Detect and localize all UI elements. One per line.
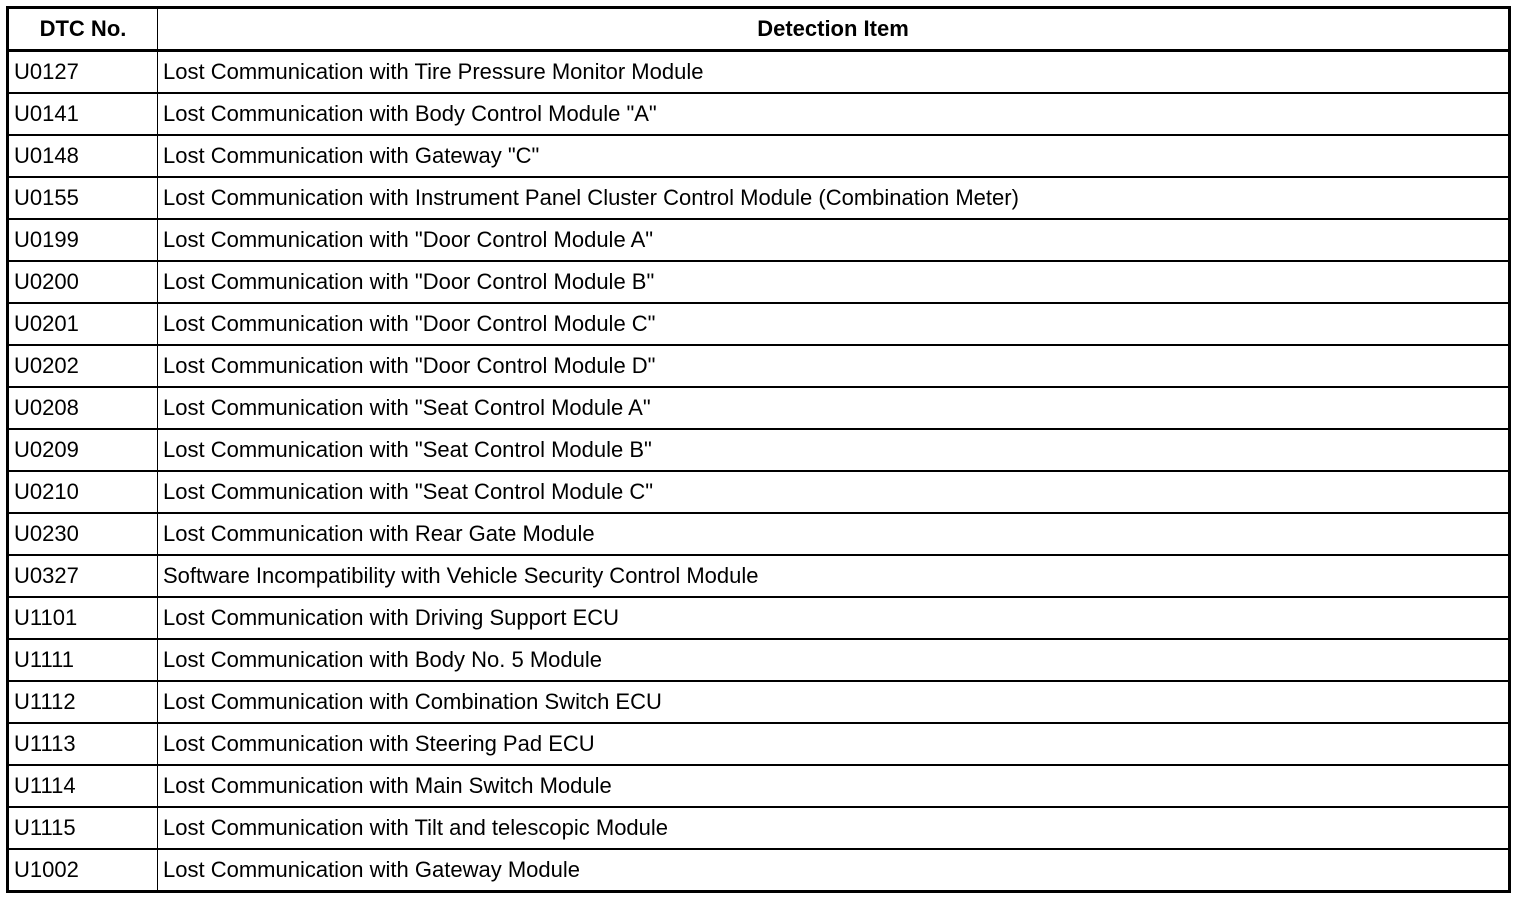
detection-item-cell: Lost Communication with Rear Gate Module <box>158 513 1510 555</box>
detection-item-cell: Lost Communication with Tilt and telescopic Module <box>158 807 1510 849</box>
dtc-table <box>6 6 1511 893</box>
dtc-code-cell: U0199 <box>8 219 158 261</box>
table-row <box>8 219 1510 261</box>
table-row <box>8 555 1510 597</box>
dtc-code-cell: U0148 <box>8 135 158 177</box>
detection-item-cell: Lost Communication with Tire Pressure Monitor Module <box>158 51 1510 94</box>
table-row <box>8 681 1510 723</box>
table-row <box>8 429 1510 471</box>
table-row <box>8 513 1510 555</box>
dtc-code-cell: U0230 <box>8 513 158 555</box>
dtc-code-cell: U0209 <box>8 429 158 471</box>
detection-item-cell: Lost Communication with Steering Pad ECU <box>158 723 1510 765</box>
dtc-code-cell: U1115 <box>8 807 158 849</box>
detection-item-cell: Lost Communication with "Door Control Module C" <box>158 303 1510 345</box>
detection-item-cell: Lost Communication with Combination Switch ECU <box>158 681 1510 723</box>
table-row <box>8 345 1510 387</box>
table-header-row <box>8 8 1510 51</box>
column-header-dtc-no: DTC No. <box>8 8 158 51</box>
detection-item-cell: Lost Communication with Instrument Panel Cluster Control Module (Combination Meter) <box>158 177 1510 219</box>
table-row <box>8 177 1510 219</box>
dtc-code-cell: U1002 <box>8 849 158 892</box>
table-row <box>8 471 1510 513</box>
table-row <box>8 765 1510 807</box>
detection-item-cell: Software Incompatibility with Vehicle Security Control Module <box>158 555 1510 597</box>
dtc-code-cell: U0201 <box>8 303 158 345</box>
dtc-code-cell: U0202 <box>8 345 158 387</box>
detection-item-cell: Lost Communication with Main Switch Module <box>158 765 1510 807</box>
table-row <box>8 261 1510 303</box>
dtc-code-cell: U0127 <box>8 51 158 94</box>
table-row <box>8 807 1510 849</box>
dtc-code-cell: U1112 <box>8 681 158 723</box>
detection-item-cell: Lost Communication with "Door Control Module A" <box>158 219 1510 261</box>
dtc-code-cell: U0208 <box>8 387 158 429</box>
table-row <box>8 93 1510 135</box>
dtc-code-cell: U1101 <box>8 597 158 639</box>
dtc-code-cell: U0141 <box>8 93 158 135</box>
detection-item-cell: Lost Communication with "Seat Control Module B" <box>158 429 1510 471</box>
detection-item-cell: Lost Communication with "Seat Control Module A" <box>158 387 1510 429</box>
dtc-code-cell: U1111 <box>8 639 158 681</box>
detection-item-cell: Lost Communication with Gateway Module <box>158 849 1510 892</box>
detection-item-cell: Lost Communication with "Door Control Module B" <box>158 261 1510 303</box>
table-row <box>8 303 1510 345</box>
dtc-code-cell: U0327 <box>8 555 158 597</box>
table-row <box>8 723 1510 765</box>
dtc-code-cell: U1113 <box>8 723 158 765</box>
detection-item-cell: Lost Communication with Body Control Module "A" <box>158 93 1510 135</box>
table-row <box>8 51 1510 94</box>
dtc-code-cell: U1114 <box>8 765 158 807</box>
dtc-code-cell: U0200 <box>8 261 158 303</box>
table-row <box>8 135 1510 177</box>
detection-item-cell: Lost Communication with Gateway "C" <box>158 135 1510 177</box>
table-row <box>8 639 1510 681</box>
detection-item-cell: Lost Communication with "Door Control Module D" <box>158 345 1510 387</box>
detection-item-cell: Lost Communication with "Seat Control Module C" <box>158 471 1510 513</box>
detection-item-cell: Lost Communication with Body No. 5 Module <box>158 639 1510 681</box>
table-row <box>8 597 1510 639</box>
dtc-code-cell: U0210 <box>8 471 158 513</box>
column-header-detection-item: Detection Item <box>158 8 1510 51</box>
table-row <box>8 387 1510 429</box>
dtc-code-cell: U0155 <box>8 177 158 219</box>
table-row <box>8 849 1510 892</box>
detection-item-cell: Lost Communication with Driving Support ECU <box>158 597 1510 639</box>
table-body <box>8 51 1510 892</box>
